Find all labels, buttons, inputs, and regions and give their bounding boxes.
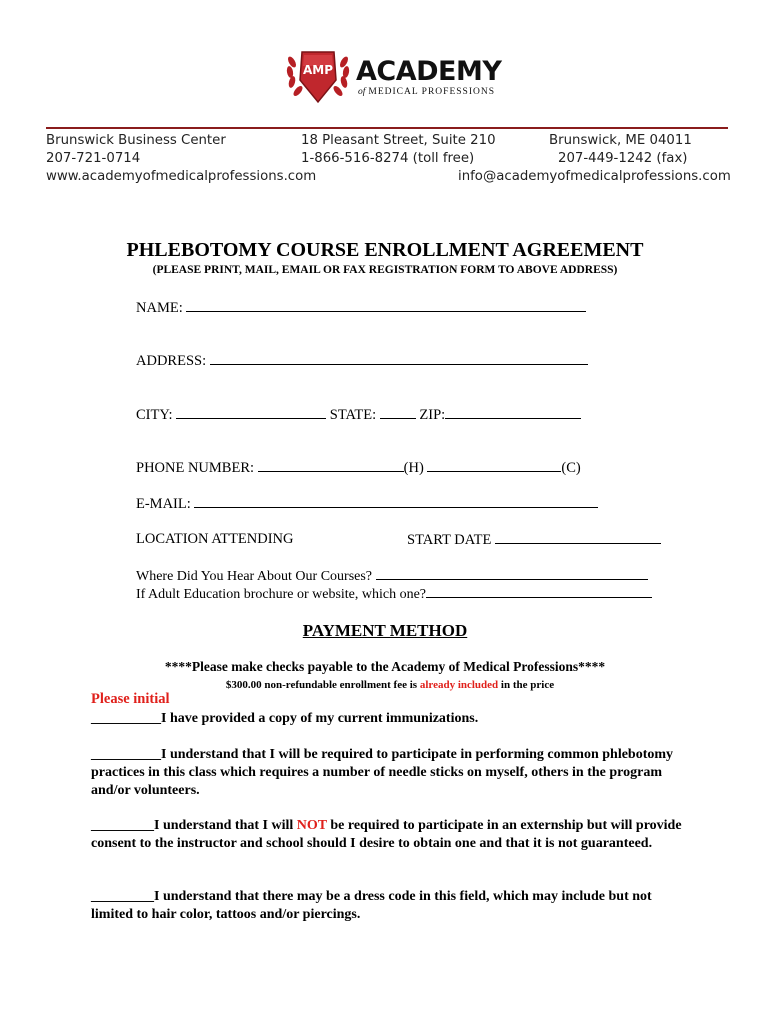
- initial-item-immunizations: [91, 710, 691, 728]
- fee-highlight: already included: [419, 679, 499, 691]
- initial-text-1: I have provided a copy of my current immunizations.: [161, 711, 479, 726]
- payment-fee-note: [0, 679, 770, 691]
- header-divider: [46, 127, 728, 129]
- location-field: [136, 531, 293, 548]
- start-date-field: [407, 531, 661, 549]
- logo-sub-of: of: [358, 87, 366, 97]
- header-tollfree: 1-866-516-8274 (toll free): [301, 151, 475, 166]
- email-label: E-MAIL:: [136, 496, 191, 512]
- address-input-line[interactable]: [210, 352, 588, 365]
- name-label: NAME:: [136, 300, 183, 316]
- header-city: Brunswick, ME 04011: [549, 133, 692, 148]
- header-fax: 207-449-1242 (fax): [558, 151, 688, 166]
- hear-about-label: Where Did You Hear About Our Courses?: [136, 569, 373, 584]
- zip-input-line[interactable]: [445, 406, 581, 419]
- adult-ed-input-line[interactable]: [426, 585, 652, 598]
- phone-home-label: (H): [403, 460, 424, 476]
- initial-text-3-pre: I understand that I will: [154, 818, 294, 833]
- zip-label: ZIP:: [419, 407, 446, 423]
- hear-about-input-line[interactable]: [376, 567, 648, 580]
- phone-home-input-line[interactable]: [258, 459, 404, 472]
- header-email: info@academyofmedicalprofessions.com: [458, 169, 731, 184]
- address-field: [136, 352, 588, 370]
- address-label: ADDRESS:: [136, 353, 207, 369]
- phone-row: [136, 459, 581, 477]
- state-input-line[interactable]: [380, 406, 416, 419]
- initial-blank-3[interactable]: _________: [91, 818, 154, 833]
- initial-text-2: I understand that I will be required to participate in performing common phlebotomy practices in this class which requires a number of needle sticks on myself, others in the program and/or volunteers.: [91, 747, 674, 798]
- initial-text-4: I understand that there may be a dress code in this field, which may include but not limited to hair color, tattoos and/or piercings.: [91, 889, 652, 922]
- initial-item-needle-sticks: [91, 746, 691, 800]
- fee-pre: $300.00 non-refundable enrollment fee is: [225, 679, 418, 691]
- phone-cell-label: (C): [561, 460, 581, 476]
- phone-cell-input-line[interactable]: [427, 459, 561, 472]
- name-input-line[interactable]: [186, 299, 586, 312]
- adult-ed-label: If Adult Education brochure or website, which one?: [136, 587, 427, 602]
- start-date-label: START DATE: [407, 532, 492, 548]
- initial-blank-4[interactable]: _________: [91, 889, 154, 904]
- initial-item-externship: [91, 817, 691, 853]
- name-field: [136, 299, 586, 317]
- start-date-input-line[interactable]: [495, 531, 661, 544]
- logo-subtitle: [358, 87, 495, 97]
- adult-ed-field: [136, 585, 652, 603]
- payment-heading-text: PAYMENT METHOD: [302, 621, 468, 640]
- phone-label: PHONE NUMBER:: [136, 460, 255, 476]
- please-initial-label: Please initial: [91, 691, 170, 707]
- email-input-line[interactable]: [194, 495, 598, 508]
- fee-post: in the price: [500, 679, 555, 691]
- city-state-zip-row: [136, 406, 581, 424]
- hear-about-field: [136, 567, 648, 585]
- initial-text-3-post: be required to participate in an externship but will provide consent to the instructor and school should I desire to obtain one and that it is not guaranteed.: [91, 818, 682, 851]
- payment-heading: [0, 621, 770, 641]
- initial-blank-1[interactable]: __________: [91, 711, 161, 726]
- initial-text-3-not: NOT: [296, 818, 327, 833]
- page-title: PHLEBOTOMY COURSE ENROLLMENT AGREEMENT: [126, 239, 644, 261]
- location-label: LOCATION ATTENDING: [136, 531, 294, 547]
- city-label: CITY:: [136, 407, 173, 423]
- state-label: STATE:: [329, 407, 377, 423]
- email-field: [136, 495, 598, 513]
- header-street: 18 Pleasant Street, Suite 210: [301, 133, 496, 148]
- header-phone: 207-721-0714: [46, 151, 141, 166]
- logo-sub-rest: MEDICAL PROFESSIONS: [368, 87, 495, 97]
- initial-blank-2[interactable]: __________: [91, 747, 161, 762]
- logo-badge-text: AMP: [302, 63, 334, 77]
- logo-name: ACADEMY: [356, 56, 502, 87]
- payment-checks-note: ****Please make checks payable to the Academy of Medical Professions****: [164, 659, 606, 674]
- initial-item-dress-code: [91, 888, 691, 924]
- header-business-center: Brunswick Business Center: [46, 133, 226, 148]
- page-subtitle: (PLEASE PRINT, MAIL, EMAIL OR FAX REGISTRATION FORM TO ABOVE ADDRESS): [152, 264, 618, 276]
- city-input-line[interactable]: [176, 406, 326, 419]
- header-website: www.academyofmedicalprofessions.com: [46, 169, 317, 184]
